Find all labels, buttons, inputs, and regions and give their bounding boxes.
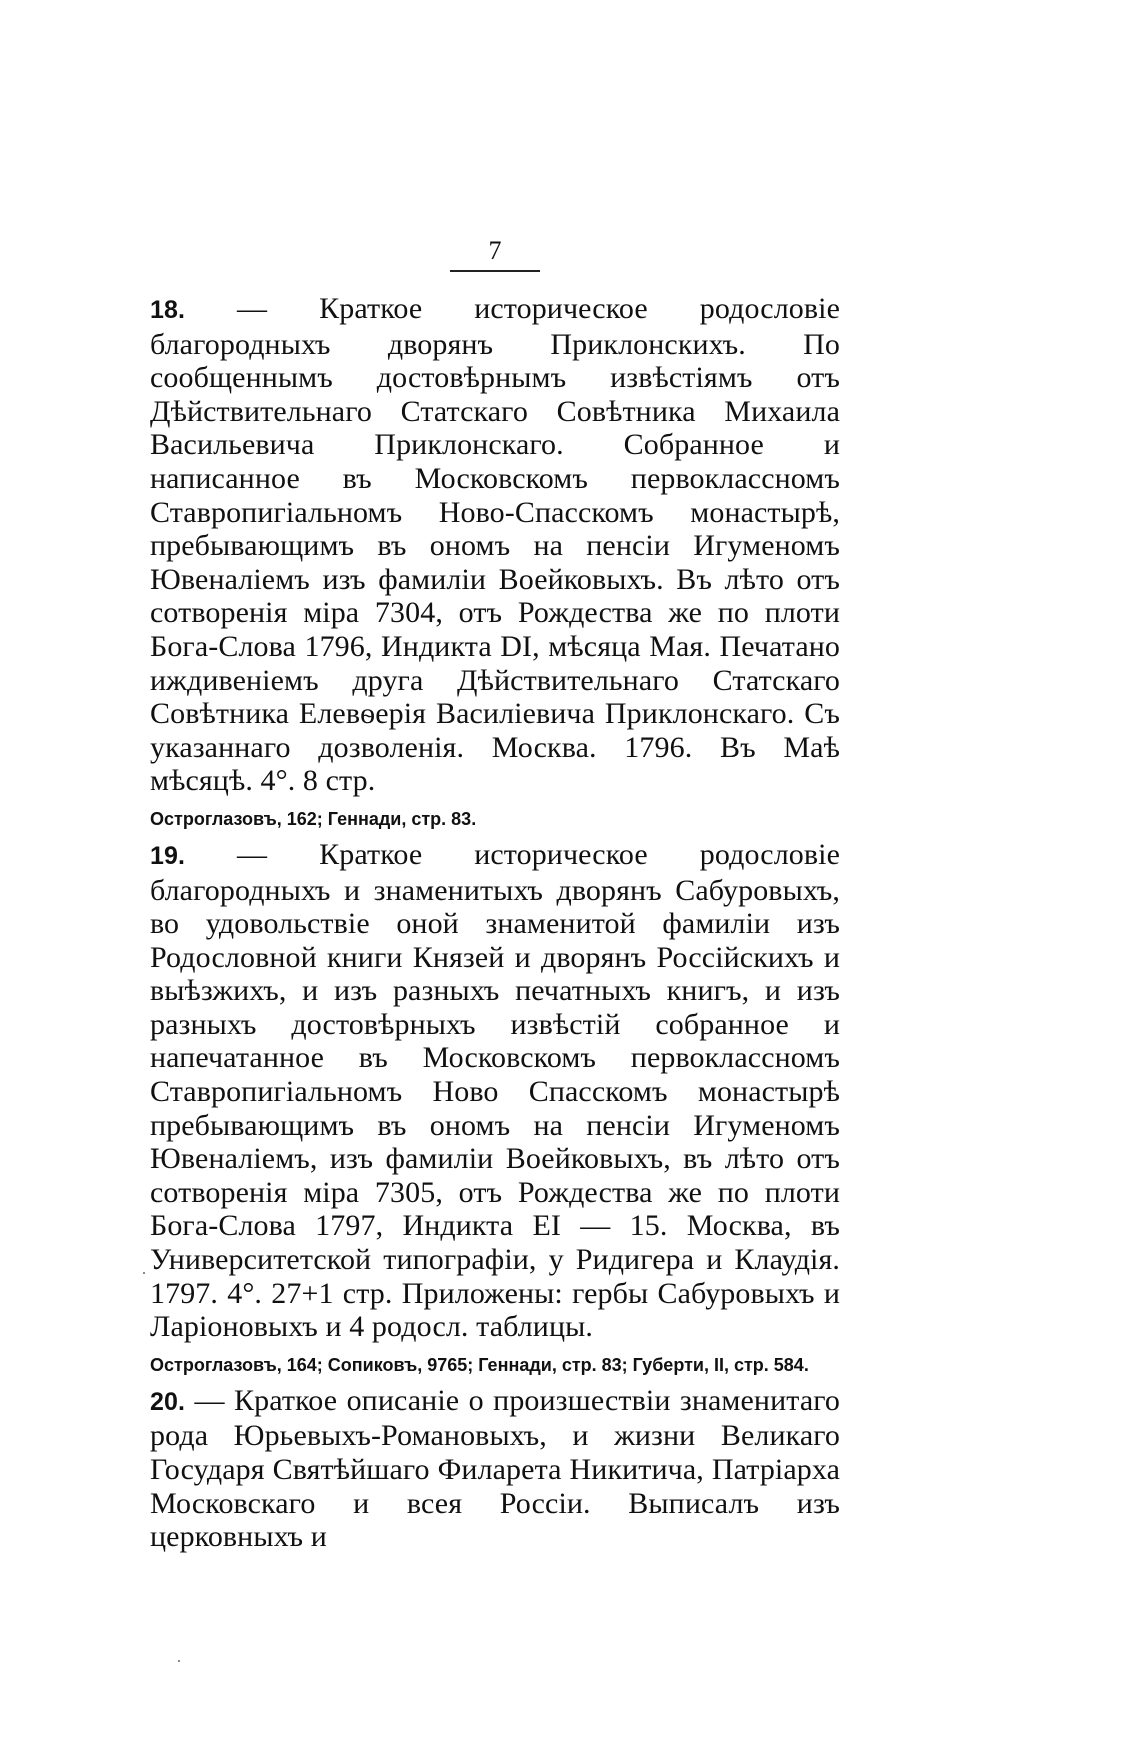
- entry-19-references: Остроглазовъ, 164; Сопиковъ, 9765; Геннади, стр. 83; Губерти, II, стр. 584.: [150, 1354, 809, 1375]
- entry-text: — Краткое историческое родословіе благородныхъ дворянъ Приклонскихъ. По сообщеннымъ достовѣрнымъ извѣстіямъ отъ Дѣйствительнаго Статскаго Совѣтника Михаила Васильевича Приклонскаго. Собранное и написанное въ Московскомъ первоклассномъ Ставропигіальномъ Ново-Спасскомъ монастырѣ, пребывающимъ въ ономъ на пенсіи Игуменомъ Ювеналіемъ изъ фамиліи Воейковыхъ. Въ лѣто отъ сотворенія міра 7304, отъ Рождества же по плоти Бога-Слова 1796, Индикта DI, мѣсяца Мая. Печатано иждивеніемъ друга Дѣйствительнаго Статскаго Совѣтника Елевѳерія Василіевича Приклонскаго. Съ указаннаго дозволенія. Москва. 1796. Въ Маѣ мѣсяцѣ. 4°. 8 стр.: [150, 292, 840, 798]
- bibliography-text: [150, 292, 840, 1554]
- entry-text: — Краткое историческое родословіе благородныхъ и знаменитыхъ дворянъ Сабуровыхъ, во удовольствіе оной знаменитой фамиліи изъ Родословной книги Князей и дворянъ Россійскихъ и выѣзжихъ, и изъ разныхъ печатныхъ книгъ, и изъ разныхъ достовѣрныхъ извѣстій собранное и напечатанное въ Московскомъ первоклассномъ Ставропигіальномъ Ново Спасскомъ монастырѣ пребывающимъ въ ономъ на пенсіи Игуменомъ Ювеналіемъ, изъ фамиліи Воейковыхъ, въ лѣто отъ сотворенія міра 7305, отъ Рождества же по плоти Бога-Слова 1797, Индикта EI — 15. Москва, въ Университетской типографіи, у Ридигера и Клаудія. 1797. 4°. 27+1 стр. Приложены: гербы Сабуровыхъ и Ларіоновыхъ и 4 родосл. таблицы.: [150, 837, 840, 1344]
- entry-18: [150, 292, 840, 798]
- entry-18-references: Остроглазовъ, 162; Геннади, стр. 83.: [150, 808, 477, 829]
- entry-number: 20.: [150, 1387, 186, 1416]
- entry-20: [150, 1384, 840, 1554]
- page-number-rule: [450, 270, 540, 272]
- entry-number: 18.: [150, 296, 186, 324]
- print-speck: [143, 1272, 145, 1274]
- print-speck: [178, 1660, 180, 1662]
- entry-19: [150, 838, 840, 1344]
- entry-text: — Краткое описаніе о произшествіи знаменитаго рода Юрьевыхъ-Романовыхъ, и жизни Великаго Государя Святѣйшаго Филарета Никитича, Патріарха Московскаго и всея Россіи. Выписалъ изъ церковныхъ и: [150, 1383, 840, 1554]
- entry-number: 19.: [150, 841, 186, 870]
- page-number: 7: [488, 236, 502, 265]
